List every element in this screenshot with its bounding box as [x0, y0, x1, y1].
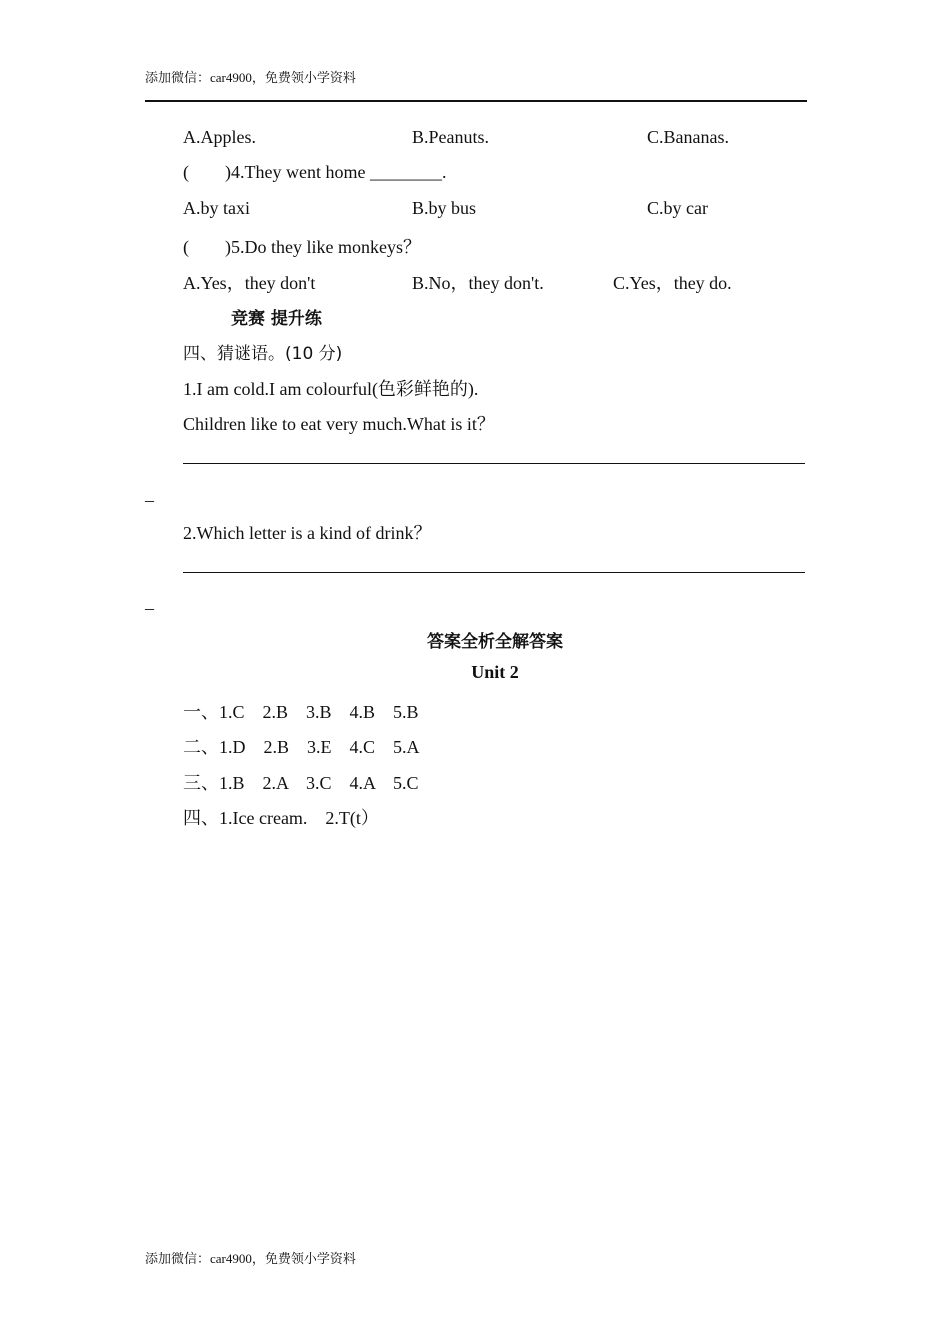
riddle-1-line-1: 1.I am cold.I am colourful(色彩鲜艳的). — [183, 379, 479, 399]
answer-paren: ( — [183, 162, 189, 182]
q4-option-c: C.by car — [647, 198, 708, 218]
page-footer: 添加微信：car4900，免费领小学资料 — [145, 1251, 356, 1266]
q5-option-a: A.Yes，they don't — [183, 273, 316, 293]
answer-paren: ( — [183, 237, 189, 257]
riddle-1-line-2: Children like to eat very much.What is it？ — [183, 414, 495, 434]
answer-row-1: 一、1.C 2.B 3.B 4.B 5.B — [183, 702, 419, 722]
page-header: 添加微信：car4900，免费领小学资料 — [145, 70, 356, 85]
q5-option-c: C.Yes，they do. — [613, 273, 732, 293]
q4-option-a: A.by taxi — [183, 198, 250, 218]
answers-title: 答案全析全解答案 — [427, 632, 563, 652]
riddle-2: 2.Which letter is a kind of drink？ — [183, 523, 432, 543]
section-compete-heading: 竞赛 提升练 — [231, 309, 322, 329]
question-4-text: )4.They went home ________. — [225, 162, 447, 182]
answer-row-3: 三、1.B 2.A 3.C 4.A 5.C — [183, 773, 419, 793]
dash-2: – — [145, 598, 154, 618]
q5-option-b: B.No，they don't. — [412, 273, 544, 293]
question-5-text: )5.Do they like monkeys？ — [225, 237, 421, 257]
answers-unit: Unit 2 — [471, 662, 519, 682]
answer-row-2: 二、1.D 2.B 3.E 4.C 5.A — [183, 737, 420, 757]
q4-option-b: B.by bus — [412, 198, 477, 218]
answer-line-1 — [183, 463, 805, 464]
q3-option-b: B.Peanuts. — [412, 127, 490, 147]
answer-line-2 — [183, 572, 805, 573]
question-4 — [183, 162, 446, 183]
q3-option-a: A.Apples. — [183, 127, 256, 147]
section-4-title: 四、猜谜语。(10 分) — [183, 344, 343, 364]
header-rule — [145, 100, 807, 102]
q3-option-c: C.Bananas. — [647, 127, 729, 147]
answer-row-4: 四、1.Ice cream. 2.T(t） — [183, 808, 379, 828]
question-5 — [183, 233, 421, 259]
dash-1: – — [145, 490, 154, 510]
